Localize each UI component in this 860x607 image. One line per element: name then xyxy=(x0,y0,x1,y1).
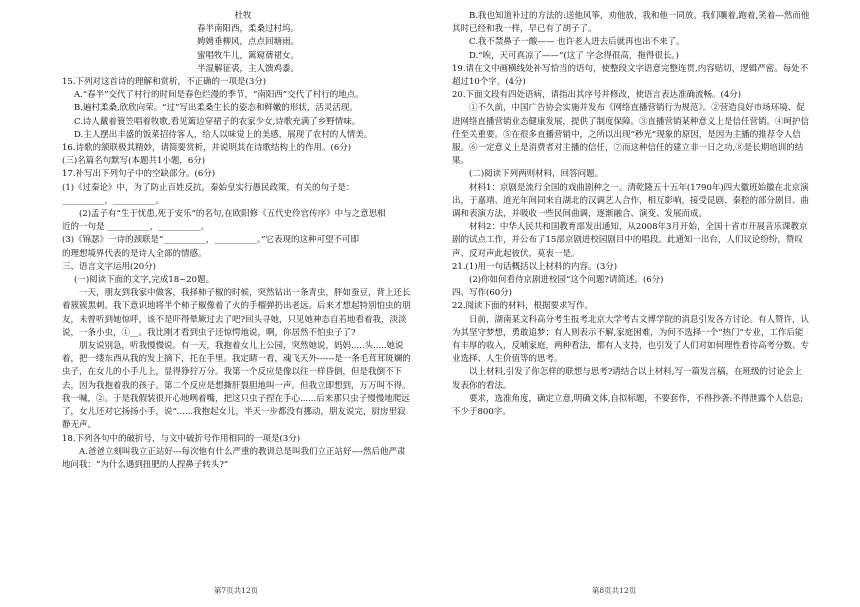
right-page-column xyxy=(452,10,810,419)
poem-line: 娉娉垂柳风，点点回塘雨。 xyxy=(196,37,299,48)
question-18-option-b: B.我也知道补过的方法的:送他风筝，劝他放，我和他一同放。我们嚷着,跑着,笑着---然而他其时已经和我一样，早已有了胡子了。 xyxy=(452,11,810,35)
question-15-option-b: B.遍村柔桑,欣欣向荣。“过”写出柔桑生长的姿态和鲜嫩的形状，活灵活现。 xyxy=(74,103,358,114)
material-2: 材料2：中华人民共和国教育部发出通知，从2008年3月开始，全国十省市开展音乐课教京剧的试点工作，并公布了15部京剧进校园剧目中的唱段。此通知一出台，人们议论纷纷，赞叹声、反对声此起彼伏，莫衷一是。 xyxy=(452,222,808,259)
question-17-part-2-cont: 近的一句是 __________，__________。 xyxy=(62,222,210,233)
question-21-part-2: (2)你如何看待京剧进校园“这个问题?请简述。(6分) xyxy=(469,275,664,286)
question-17-part-2: (2)孟子有“生于忧患,死于安乐”的名句,在欧阳修《五代史伶官传序》中与之意思相 xyxy=(79,209,386,220)
reading-heading: (二)阅读下列两则材料，回答问题。 xyxy=(469,169,604,180)
question-15: 15.下列对这首诗的理解和赏析，不正确的一项是(3分) xyxy=(62,77,267,88)
question-16: 16.诗歌的颔联极其精妙，请简要赏析，并说明其在诗歌结构上的作用。(6分) xyxy=(62,143,352,154)
question-15-option-d: D.主人摆出丰盛的饭菜招待客人，给人以味觉上的美感，展现了农村的人情美。 xyxy=(74,129,373,140)
left-page-column xyxy=(62,10,412,472)
section-heading: (三)名篇名句默写(本题共1小题，6分) xyxy=(62,156,206,167)
writing-material: 日前，湖南某文科高分考生报考北京大学考古文博学院的消息引发各方讨论。有人赞许，认为其坚守梦想，勇敢追梦；有人则表示不解,家庭困难，为何不选择一个“热门”专业，工作后能有丰厚的收入，反哺家庭，两种看法，都有人支持，也引发了人们对如何理性看待高考分数、专业选择、人生价值等的思考。 xyxy=(452,314,810,365)
section-heading: 四、写作(60分) xyxy=(452,288,512,299)
question-18-option-a: A.爸爸立刻叫我立正站好---每次他有什么严重的教训总是叫我们立正站好----然后他严肃地问我：“为什么遇到扭肥的人捏鼻子转头?” xyxy=(62,446,406,470)
question-17-part-1: (1)《过秦论》中，为了防止百姓反抗，秦始皇实行愚民政策，有关的句子是： xyxy=(62,182,355,193)
poem-line: 半湿解征裘，主人馈鸡黍。 xyxy=(196,63,299,74)
question-15-option-c: C.诗人戴着簑笠唱着牧歌,看见篱边穿裙子的农家少女,诗歌充满了乡野情味。 xyxy=(74,116,361,127)
column-divider xyxy=(430,0,431,607)
section-heading: 三、语言文字运用(20分) xyxy=(62,261,156,272)
question-21: 21.(1)用一句话概括以上材料的内容。(3分) xyxy=(452,261,618,272)
material-1: 材料1：京剧是流行全国的戏曲剧种之一。清乾隆五十五年(1790年)四大徽班始徽在北京演出，于嘉靖、道光年间同来自湖北的汉调艺人合作，相互影响，接受昆剧、秦腔的部分剧目、曲调和表演方法，并吸收一些民间曲调，逐渐融合、演变、发展而成。 xyxy=(452,182,810,220)
question-15-option-a: A.“春半”交代了村行的时间是春色烂漫的季节，“南阳西”交代了村行的地点。 xyxy=(74,90,364,101)
question-17: 17.补写出下列句子中的空缺部分。(6分) xyxy=(62,169,216,180)
question-17-part-3-cont: 的理想境界代表的是诗人全部的情感。 xyxy=(62,248,207,259)
passage-paragraph: 一天，朋友到我家中做客，我择柿子椒的时候，突然钻出一条青虫，胖如蚕豆，背上还长着簇簇黑刺。我下意识地将半个柿子椒像着了火的手榴弹扔出老远。后来才想起特别怕虫的朋友，未曾听到她惊呼，该不是吓得晕厥过去了吧?回头寻她，只见她神态自若地看着我，淡淡说，一条小虫，①__。我比刚才看到虫子还惊愕地说，啊，你居然不怕虫子了? xyxy=(62,288,411,338)
question-20: 20.下面文段有四处语病，请指出其序号并修改，使语言表达准确流畅。(4分) xyxy=(452,90,742,101)
question-17-part-3: (3)《锦瑟》一诗的颈联是“__________，__________。”它表现的这种可望不可即 xyxy=(62,235,359,246)
passage-paragraph: 朋友说别急，听我慢慢说。有一天，我抱着女儿上公园，突然她说，妈妈.....头.....她说着，把一缕东西从我的发上摘下，托在手里。我定睛一看，魂飞天外------是一条毛茸茸斑斓的虫子，在女儿的小手儿上，显得狰狞万分。我第一个反应是像以往一样昏倒，但是我倒不下去，因为我抱着我的孩子。第二个反应是想撕肝裂胆地叫一声。但我立即想到，万万叫不得。我一喊，②。于是我假装很开心地咧着嘴，把这只虫子捏在手心......后来那只虫子慢慢地爬远了，女儿还对它扬扬小手，说“......我抱起女儿，半天一步都没有挪动，朋友说完，厨房里寂静无声。 xyxy=(62,341,411,431)
page-number-right: 第8页共12页 xyxy=(591,586,637,595)
poem-line: 春半南阳西，柔桑过村坞。 xyxy=(196,24,299,35)
question-19: 19.请在文中画横线处补写恰当的语句，使整段文字语意完整连贯,内容贴切，逻辑严密。每处不超过10个字。(4分) xyxy=(452,63,809,88)
question-18-option-c: C.我不禁鼻子一酸—— 也许老人进去后就再也出不来了。 xyxy=(469,37,685,48)
question-17-part-1-blanks: __________，__________。 xyxy=(62,195,165,206)
question-18-option-d: D.“唉，天可真凉了——”(这了 字念得很高，拖得很长。) xyxy=(469,50,679,61)
poem-line: 蜜唱牧牛儿，篱窥蒨裙女。 xyxy=(196,50,299,61)
reading-heading: (一)阅读下面的文字,完成18~20题。 xyxy=(74,275,215,286)
page-number-left: 第7页共12页 xyxy=(213,586,259,595)
question-22: 22.阅读下面的材料，根据要求写作。 xyxy=(452,301,594,312)
question-18: 18.下列各句中的破折号，与文中破折号作用相同的一项是(3分) xyxy=(62,433,301,444)
writing-requirements: 要求，选准角度，确定立意,明确文体,自拟标题，不要套作，不得抄袭:不得泄露个人信息;不少于800字。 xyxy=(452,393,804,418)
writing-prompt: 以上材料,引发了你怎样的联想与思考?请结合以上材料,写一篇发言稿，在班级的讨论会上发表你的看法。 xyxy=(452,367,802,391)
poem-author: 杜牧 xyxy=(234,11,252,21)
question-20-text: ①不久前，中国广告协会实施并发布《网络直播营销行为规范》。②营造良好市场环境、促进网络直播营销业态健康发展，提供了制度保障。③直播营销某种意义上是信任营销。④呵护信任至关重要。⑤在很多直播营销中，之所以出现“秒光”现象的原因，是因为主播的推荐令人信服。⑥一定意义上是消费者对主播的信任，⑦而这种信任的建立非一日之功,⑧是长期培训的结果。 xyxy=(452,103,810,167)
